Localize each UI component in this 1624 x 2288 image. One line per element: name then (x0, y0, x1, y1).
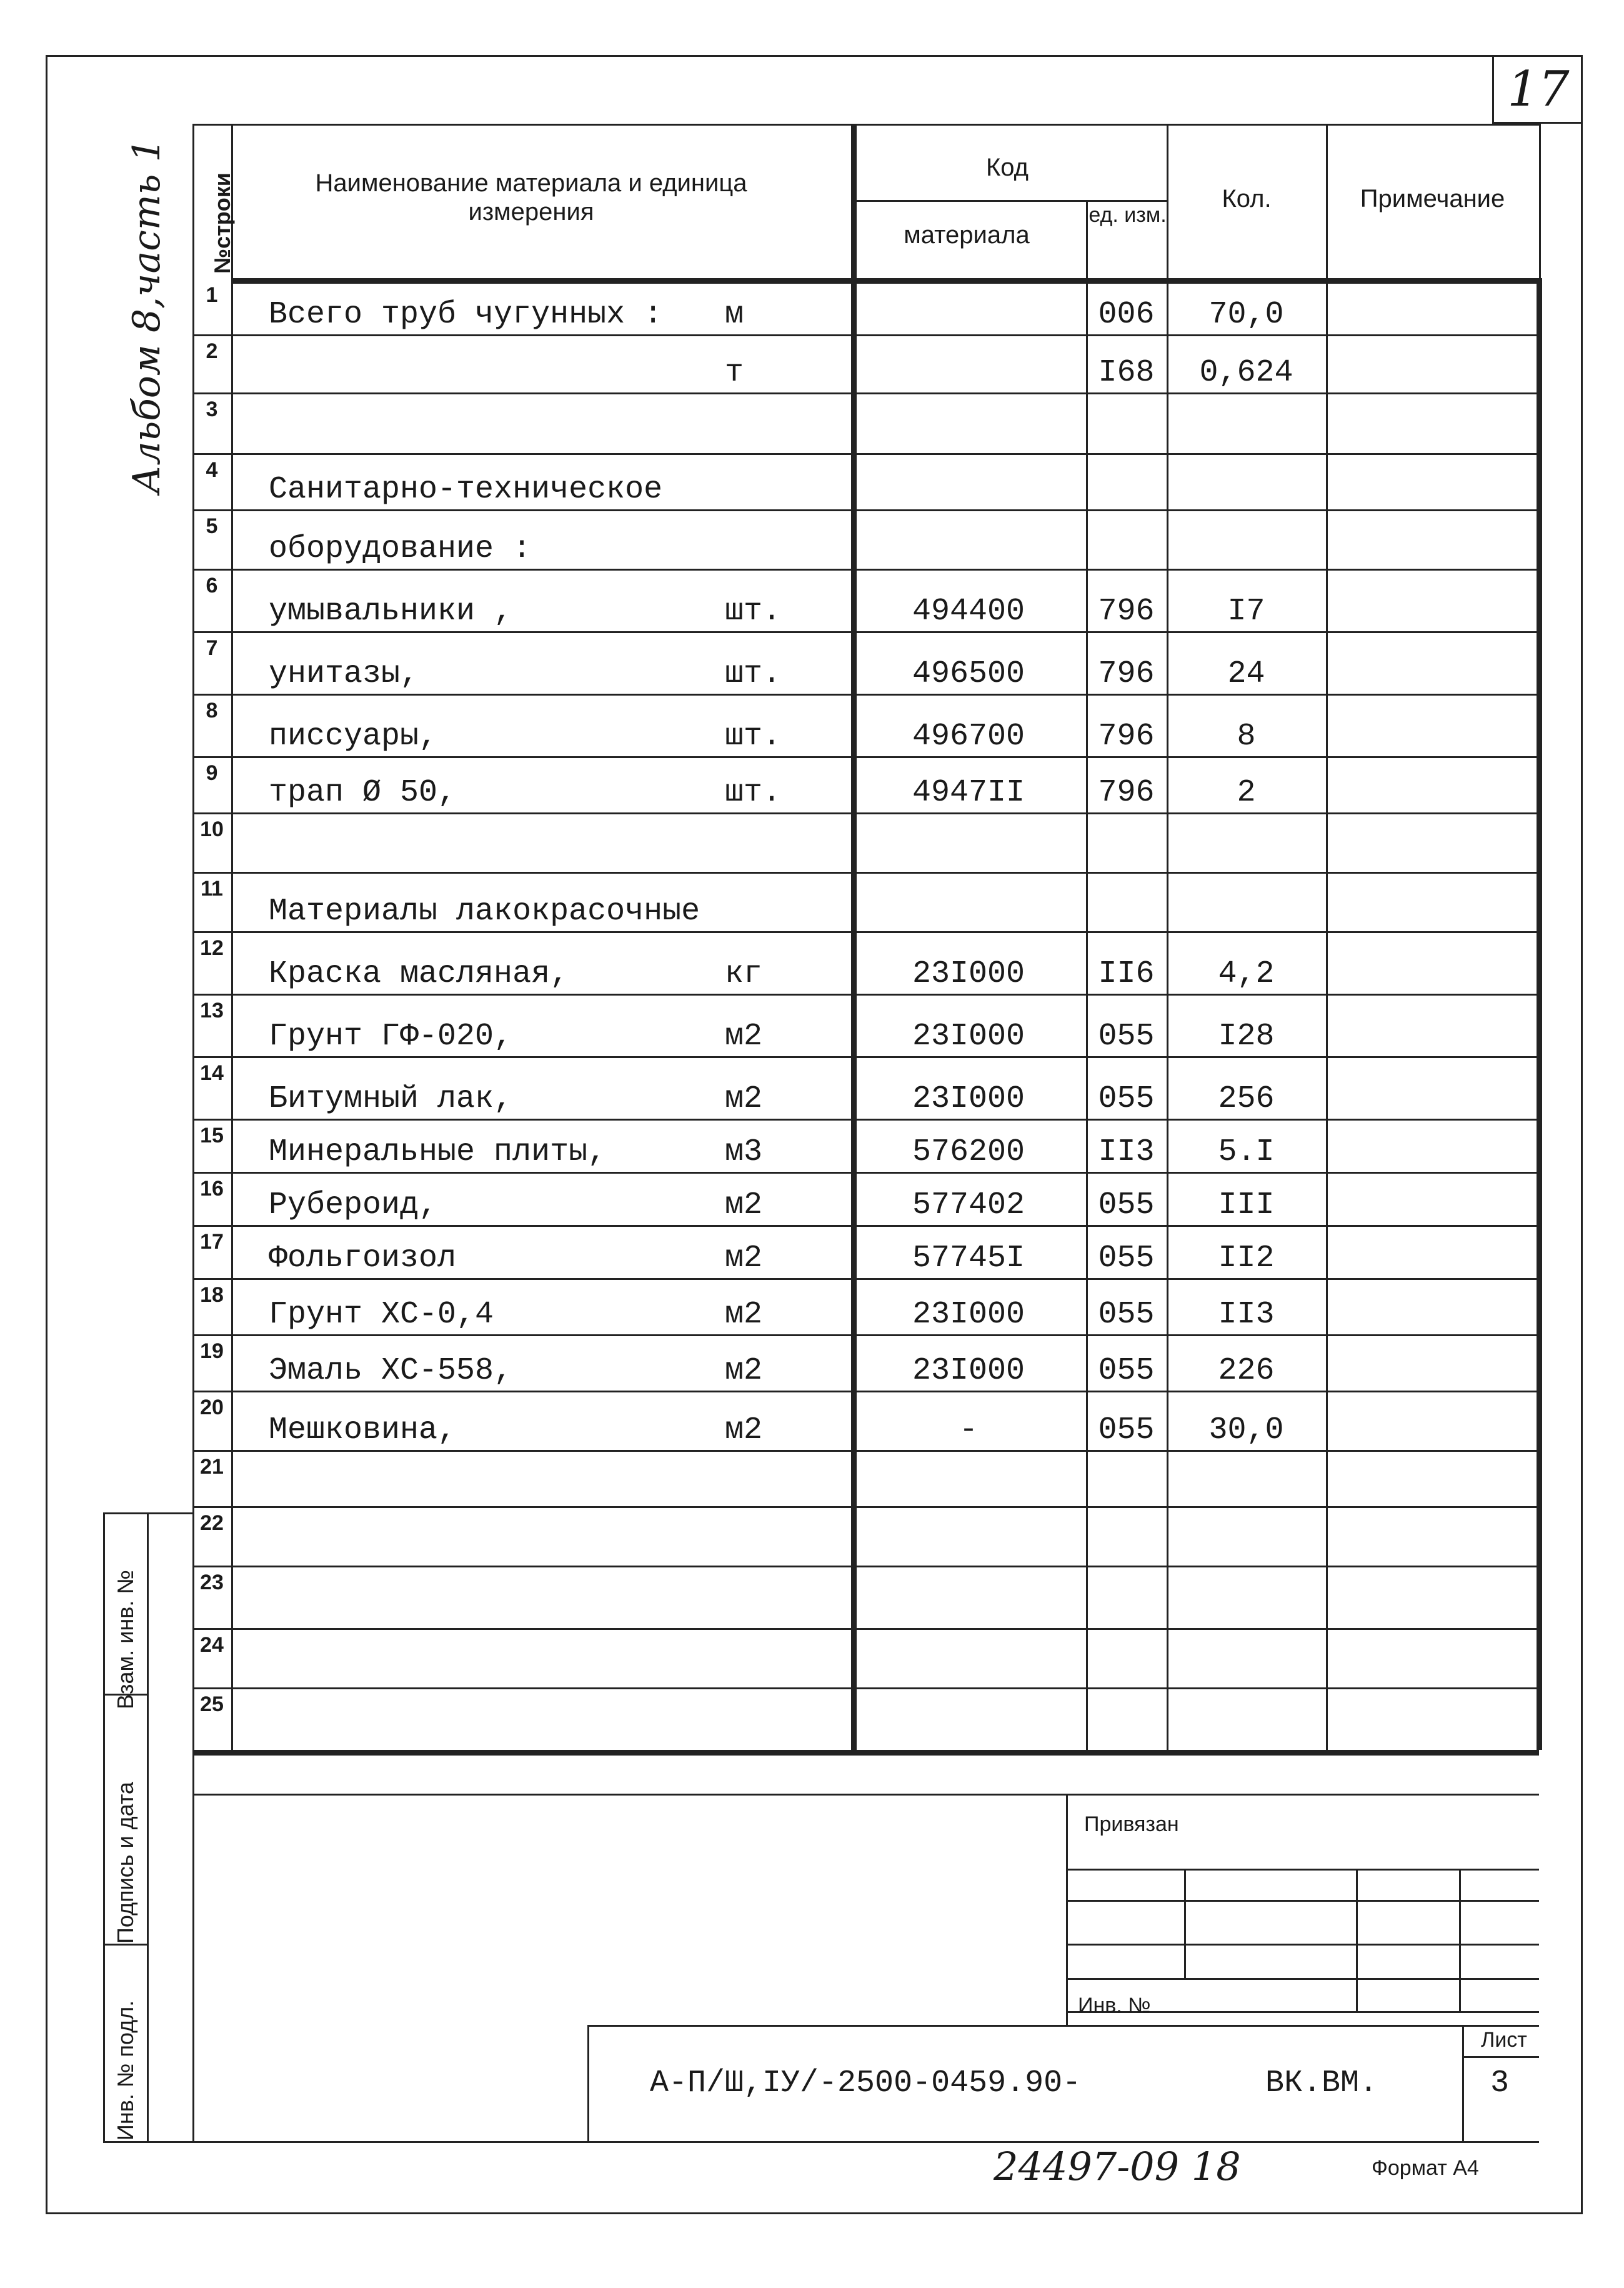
row-name: писсуары, (269, 719, 438, 754)
row-qty: 30,0 (1208, 1412, 1284, 1448)
row-qty: 4,2 (1218, 956, 1275, 992)
row-material-code: 496500 (912, 656, 1025, 692)
row-line (192, 631, 1539, 633)
title-block-list-line (1462, 2025, 1464, 2141)
row-line (192, 1628, 1539, 1630)
row-qty: I28 (1218, 1019, 1275, 1054)
row-qty: III (1218, 1187, 1275, 1223)
row-line (192, 1119, 1539, 1121)
row-name: Грунт ХС-0,4 (269, 1297, 494, 1332)
row-unit-code: 796 (1098, 594, 1155, 629)
header-code: Код (985, 154, 1029, 181)
row-line (192, 1450, 1539, 1452)
row-unit: шт. (725, 719, 782, 754)
row-unit: м2 (725, 1187, 763, 1223)
stamp-line (1066, 1978, 1539, 1980)
row-material-code: 23I000 (912, 956, 1025, 992)
row-qty: 0,624 (1199, 355, 1293, 391)
row-name: Фольгоизол (269, 1241, 457, 1276)
stamp-list-label: Лист (1481, 2028, 1527, 2052)
stamp-inv: Инв. № подл. (112, 2000, 138, 2141)
row-number: 24 (200, 1633, 224, 1657)
stamp-vline (1356, 1869, 1358, 2011)
row-line (192, 569, 1539, 571)
row-qty: 8 (1237, 719, 1256, 754)
row-line (192, 1225, 1539, 1227)
header-unit: ед. изм. (1088, 203, 1167, 227)
row-line (192, 1334, 1539, 1336)
row-name: Эмаль ХС-558, (269, 1353, 513, 1389)
row-name: Всего труб чугунных : (269, 297, 663, 332)
stamp-line (1066, 1794, 1539, 1796)
row-name: Рубероид, (269, 1187, 438, 1223)
row-unit: шт. (725, 656, 782, 692)
row-line (192, 872, 1539, 874)
row-number: 10 (200, 817, 224, 841)
row-material-code: 577402 (912, 1187, 1025, 1223)
row-unit: м2 (725, 1297, 763, 1332)
stamp-line (1066, 1869, 1539, 1871)
row-name: Грунт ГФ-020, (269, 1019, 513, 1054)
header-bottom-line (231, 278, 1539, 284)
row-name: Минеральные плиты, (269, 1134, 607, 1170)
row-number: 19 (200, 1339, 224, 1363)
side-strip-left (103, 1512, 105, 2141)
row-number: 25 (200, 1692, 224, 1716)
row-unit: м2 (725, 1412, 763, 1448)
row-line (192, 812, 1539, 814)
row-number: 16 (200, 1177, 224, 1201)
stamp-podpis: Подпись и дата (112, 1782, 138, 1944)
table-bottom-line (192, 1750, 1539, 1756)
row-number: 9 (206, 761, 218, 785)
row-line (192, 1278, 1539, 1280)
row-number: 7 (206, 636, 218, 660)
row-unit-code: 055 (1098, 1187, 1155, 1223)
row-number: 18 (200, 1283, 224, 1307)
row-material-code: 23I000 (912, 1353, 1025, 1389)
row-unit: м3 (725, 1134, 763, 1170)
side-strip-right (147, 1512, 149, 2141)
row-line (192, 1687, 1539, 1689)
row-number: 17 (200, 1230, 224, 1254)
row-number: 5 (206, 514, 218, 538)
row-number: 11 (201, 877, 223, 901)
row-material-code: 494400 (912, 594, 1025, 629)
right-bold-line (1537, 278, 1542, 1750)
row-number: 6 (206, 574, 218, 597)
table-top-border (192, 124, 1539, 126)
row-unit-code: II3 (1098, 1134, 1155, 1170)
code-subheader-line (851, 200, 1167, 202)
row-number: 20 (200, 1396, 224, 1419)
stamp-inv-no: Инв. № (1078, 1994, 1151, 2017)
row-material-code: 23I000 (912, 1081, 1025, 1117)
left-border (192, 124, 194, 2141)
footer-format: Формат А4 (1372, 2156, 1479, 2180)
row-unit-code: 796 (1098, 719, 1155, 754)
row-material-code: 576200 (912, 1134, 1025, 1170)
row-number: 21 (200, 1455, 224, 1479)
header-note: Примечание (1360, 185, 1505, 212)
row-unit: т (725, 355, 744, 391)
stamp-vline (1066, 1794, 1068, 2025)
stamp-privyazan: Привязан (1084, 1812, 1179, 1836)
row-qty: 256 (1218, 1081, 1275, 1117)
row-qty: 24 (1227, 656, 1265, 692)
row-line (192, 1056, 1539, 1058)
row-line (192, 694, 1539, 696)
row-unit-code: 055 (1098, 1241, 1155, 1276)
row-qty: 2 (1237, 775, 1256, 811)
row-line (192, 1172, 1539, 1174)
row-unit-code: I68 (1098, 355, 1155, 391)
row-line (192, 1566, 1539, 1567)
side-strip-line (103, 1512, 147, 1514)
stamp-line (1066, 1944, 1539, 1946)
row-name: оборудование : (269, 531, 532, 567)
row-line (192, 392, 1539, 394)
row-line (192, 756, 1539, 758)
row-line (192, 509, 1539, 511)
side-note: Альбом 8,часть 1 (125, 138, 169, 494)
stamp-vline (1184, 1869, 1186, 1978)
row-name: Санитарно-техническое (269, 472, 663, 507)
row-qty: II2 (1218, 1241, 1275, 1276)
header-row-no: №строки (209, 172, 235, 274)
title-block-left (587, 2025, 589, 2141)
row-line (192, 994, 1539, 996)
row-number: 3 (206, 397, 218, 421)
row-number: 22 (200, 1511, 224, 1535)
row-qty: II3 (1218, 1297, 1275, 1332)
row-unit: м (725, 297, 744, 332)
row-number: 23 (200, 1571, 224, 1594)
row-qty: 5.I (1218, 1134, 1275, 1170)
row-unit: м2 (725, 1019, 763, 1054)
side-strip-line (147, 1512, 192, 1514)
row-name: Краска масляная, (269, 956, 569, 992)
row-unit: м2 (725, 1081, 763, 1117)
row-unit-code: 796 (1098, 656, 1155, 692)
row-material-code: 23I000 (912, 1019, 1025, 1054)
row-line (192, 453, 1539, 455)
row-unit: шт. (725, 594, 782, 629)
row-number: 14 (200, 1061, 224, 1085)
row-qty: I7 (1227, 594, 1265, 629)
row-line (192, 931, 1539, 933)
stamp-list-value: 3 (1490, 2066, 1510, 2101)
header-name: Наименование материала и единица измерения (315, 169, 747, 226)
footer-number: 24497-09 18 (994, 2144, 1241, 2189)
row-unit-code: 796 (1098, 775, 1155, 811)
row-unit-code: 055 (1098, 1019, 1155, 1054)
row-unit: м2 (725, 1241, 763, 1276)
side-strip-line (103, 2141, 192, 2143)
row-name: Битумный лак, (269, 1081, 513, 1117)
row-name: Мешковина, (269, 1412, 457, 1448)
row-name: трап Ø 50, (269, 775, 457, 811)
row-line (192, 1391, 1539, 1392)
header-material: материала (904, 221, 1030, 249)
row-number: 4 (206, 458, 218, 482)
title-block-top (587, 2025, 1539, 2027)
row-line (192, 1506, 1539, 1508)
bottom-line (103, 2141, 1539, 2143)
row-number: 1 (206, 283, 218, 307)
row-unit-code: 055 (1098, 1412, 1155, 1448)
stamp-line (1066, 1900, 1539, 1902)
row-material-code: - (959, 1412, 978, 1448)
row-number: 12 (200, 936, 224, 960)
row-qty: 70,0 (1208, 297, 1284, 332)
row-unit-code: 055 (1098, 1081, 1155, 1117)
row-name: унитазы, (269, 656, 419, 692)
row-name: Материалы лакокрасочные (269, 894, 700, 929)
row-material-code: 4947II (912, 775, 1025, 811)
sheet-number: 17 (1492, 55, 1583, 124)
header-qty: Кол. (1222, 185, 1272, 212)
row-number: 13 (200, 999, 224, 1022)
row-line (192, 334, 1539, 336)
row-material-code: 23I000 (912, 1297, 1025, 1332)
row-name: умывальники , (269, 594, 513, 629)
row-unit: м2 (725, 1353, 763, 1389)
row-unit: шт. (725, 775, 782, 811)
row-number: 15 (200, 1124, 224, 1147)
stamp-mark: ВК.ВМ. (1265, 2066, 1378, 2101)
side-strip-line (103, 1944, 147, 1946)
row-unit: кг (725, 956, 763, 992)
stamp-designation: А-П/Ш,IУ/-2500-0459.90- (650, 2066, 1082, 2101)
row-unit-code: 006 (1098, 297, 1155, 332)
row-unit-code: II6 (1098, 956, 1155, 992)
row-qty: 226 (1218, 1353, 1275, 1389)
stamp-vline (1459, 1869, 1461, 2011)
row-material-code: 496700 (912, 719, 1025, 754)
row-number: 8 (206, 699, 218, 722)
row-unit-code: 055 (1098, 1297, 1155, 1332)
row-number: 2 (206, 339, 218, 363)
row-material-code: 57745I (912, 1241, 1025, 1276)
title-block-list-split (1462, 2056, 1539, 2058)
stamp-vzam: Взам. инв. № (112, 1569, 138, 1709)
row-unit-code: 055 (1098, 1353, 1155, 1389)
